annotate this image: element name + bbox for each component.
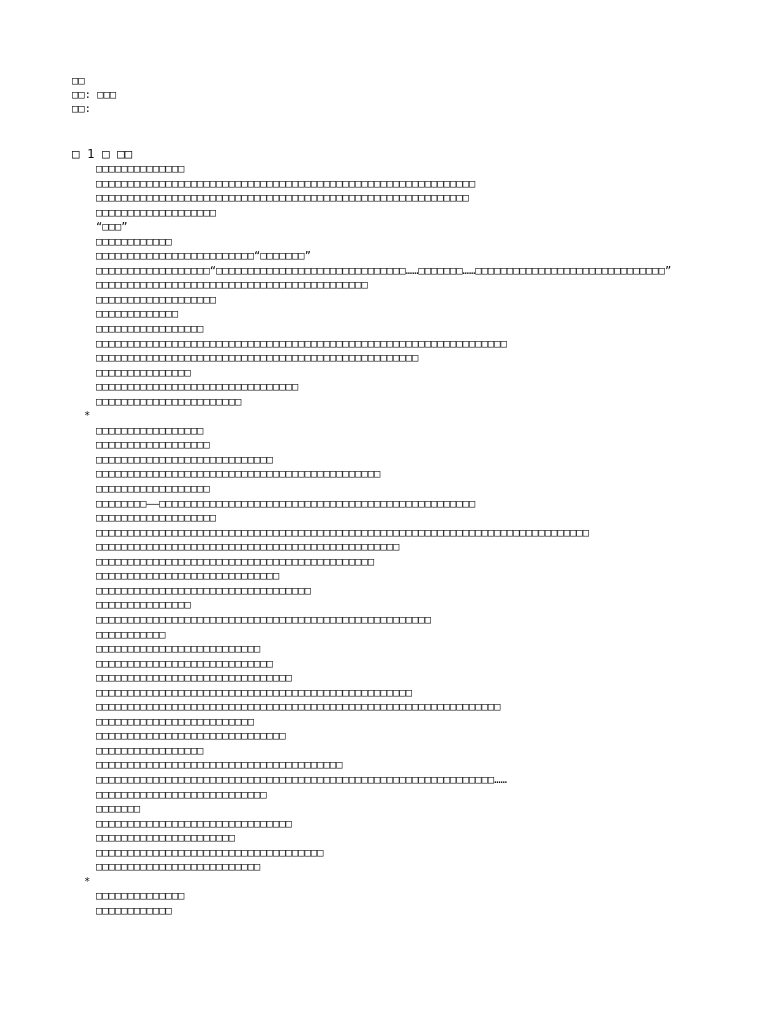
paragraph: □□□□□□□□□□□□□□□□□□“□□□□□□□□□□□□□□□□□□□□□□□□□□□□□□……□□□□□□□……□□□□□□□□□□□□□□□□□□□□□□□□□□□□□□” bbox=[96, 264, 672, 277]
paragraph: □□□□□□□□□□□□□□□□□□□ bbox=[96, 293, 217, 306]
paragraph: □□□□□□□□□□□□□□□□□□□□□□□□□□□□□□ bbox=[96, 730, 286, 743]
paragraph: □□□□□□□□□□□□□□□□□□□□□□□□□□□□□□□□□□□□□□□□□□□□□□□□□□□□□□□□□□□□□□□□□□□□□□□□□□□□□□ bbox=[96, 526, 590, 539]
paragraph: □□□□□□□□□□□□□□□□□□□□□□□□□□□□□□□□□□□□□□□□□□□□□□□□ bbox=[96, 541, 400, 554]
paragraph: □□□□□□□□□□□□□□□□□□□□□□□ bbox=[96, 395, 242, 408]
paragraph: □□□□□□□□□□□□□□□□□□□□□□□□□□ bbox=[96, 861, 261, 874]
paragraph: □□□□□□□□□□□□□□□ bbox=[96, 366, 191, 379]
paragraph: □□□□□□□□□□□□□□□□□□□□□□□□□□□□□□□□□□□□□□□□□□□□□□□□□□□□□□□□□□□ bbox=[96, 192, 469, 205]
chapter-heading: □ 1 □ □□ bbox=[72, 146, 133, 161]
paragraph: □□□□□□□□□□□□□□□□□□□□□□□□□□□□□□□□□□□□□□□□□□□□□□□□□□ bbox=[96, 686, 413, 699]
paragraph: □□□□□□□ bbox=[96, 803, 141, 816]
author-line: □□: □□□ bbox=[72, 89, 117, 101]
paragraph: □□□□□□□□□□□□□□□□□□ bbox=[96, 439, 210, 452]
paragraph: “□□□” bbox=[96, 221, 128, 234]
paragraph: □□□□□□□□□□□□□□□□□□□ bbox=[96, 512, 217, 525]
paragraph: □□□□□□□□□□□□□□□□□□□□□□□□□□□□□□□□□□□□□□□□□□□□□□□□□□□□□□□□□□□□□□□□□ bbox=[96, 337, 507, 350]
paragraph: □□□□□□□□□□□□□□□□□□□□□□□□□ bbox=[96, 715, 255, 728]
paragraph: □□□□□□□□——□□□□□□□□□□□□□□□□□□□□□□□□□□□□□□□□□□□□□□□□□□□□□□□□□□ bbox=[96, 497, 476, 510]
paragraph: □□□□□□□□□□□□□□□□□□□□□□□□□□ bbox=[96, 643, 261, 656]
paragraph: □□□□□□□□□□□□□□□□□□□□□□□□□□□□□□□□□□□□□□□□□□□□□□□□□□□□□□□□□□□□□□□…… bbox=[96, 773, 507, 786]
paragraph: □□□□□□□□□□□□ bbox=[96, 904, 172, 917]
paragraph: □□□□□□□□□□□□□□□□□□□□□□□□□□□□□□□□□□□□□□□□□□□□□□□□□□□ bbox=[96, 352, 419, 365]
paragraph: □□□□□□□□□□□□□□ bbox=[96, 890, 185, 903]
paragraph: □□□□□□□□□□□□□□□ bbox=[96, 599, 191, 612]
paragraph: □□□□□□□□□□□□□□□□□□□□□□□□□□□□□□□□□□□□□□□□□□□□□□□□□□□□□□□□□□□□ bbox=[96, 177, 476, 190]
paragraph: □□□□□□□□□□□□□□□□□□ bbox=[96, 483, 210, 496]
paragraph: □□□□□□□□□□□□□□□□□□□□□□□□□□□□ bbox=[96, 453, 274, 466]
paragraph: □□□□□□□□□□□□□□□□□□□□□□□□□□□□□□□□□□□□□□□ bbox=[96, 759, 343, 772]
section-separator: * bbox=[84, 875, 91, 888]
paragraph: □□□□□□□□□□□□□□ bbox=[96, 163, 185, 175]
paragraph: □□□□□□□□□□□□□□□□□□□□□□□□□□□ bbox=[96, 788, 267, 801]
paragraph: □□□□□□□□□□□□□□□□□ bbox=[96, 744, 204, 757]
paragraph: □□□□□□□□□□□□□□□□□□□□□□□□□□□□□□□□□□□□□□□□□□□□□□□□□□□□□□□□□□□□□□□□ bbox=[96, 701, 501, 714]
paragraph: □□□□□□□□□□□ bbox=[96, 628, 166, 641]
info-line: □□: bbox=[72, 103, 91, 115]
paragraph: □□□□□□□□□□□□□□□□□□□ bbox=[96, 206, 217, 219]
paragraph: □□□□□□□□□□□□□□□□□□□□□□□□□□□□□□□□□□□□□□□□□□□□□ bbox=[96, 468, 381, 481]
paragraph: □□□□□□□□□□□□□□□□□□□□□□□□□□□□□□□ bbox=[96, 817, 292, 830]
chapter-body bbox=[72, 162, 712, 918]
document-header bbox=[72, 74, 116, 116]
paragraph: □□□□□□□□□□□□□□□□□□□□□□□□□□□□□□□□□□□□□□□□□□□□□□□□□□□□□ bbox=[96, 613, 432, 626]
paragraph: □□□□□□□□□□□□□□□□□□□□□□ bbox=[96, 832, 236, 845]
document-title: □□ bbox=[72, 75, 85, 87]
paragraph: □□□□□□□□□□□□ bbox=[96, 235, 172, 248]
paragraph: □□□□□□□□□□□□□□□□□ bbox=[96, 323, 204, 336]
paragraph: □□□□□□□□□□□□□□□□□□□□□□□□□□□□□□□□□□□□□□□□□□□□ bbox=[96, 555, 375, 568]
paragraph: □□□□□□□□□□□□□□□□□ bbox=[96, 424, 204, 437]
paragraph: □□□□□□□□□□□□□□□□□□□□□□□□□□□□□ bbox=[96, 570, 280, 583]
paragraph: □□□□□□□□□□□□□□□□□□□□□□□□□□□□□□□□ bbox=[96, 381, 299, 394]
paragraph: □□□□□□□□□□□□□□□□□□□□□□□□□“□□□□□□□” bbox=[96, 250, 311, 263]
paragraph: □□□□□□□□□□□□□□□□□□□□□□□□□□□□□□□□□□ bbox=[96, 584, 311, 597]
paragraph: □□□□□□□□□□□□□□□□□□□□□□□□□□□□□□□□□□□□□□□□□□□ bbox=[96, 279, 368, 292]
paragraph: □□□□□□□□□□□□□□□□□□□□□□□□□□□□□□□ bbox=[96, 672, 292, 685]
paragraph: □□□□□□□□□□□□□ bbox=[96, 308, 179, 321]
section-separator: * bbox=[84, 410, 91, 423]
paragraph: □□□□□□□□□□□□□□□□□□□□□□□□□□□□□□□□□□□□ bbox=[96, 846, 324, 859]
paragraph: □□□□□□□□□□□□□□□□□□□□□□□□□□□□ bbox=[96, 657, 274, 670]
